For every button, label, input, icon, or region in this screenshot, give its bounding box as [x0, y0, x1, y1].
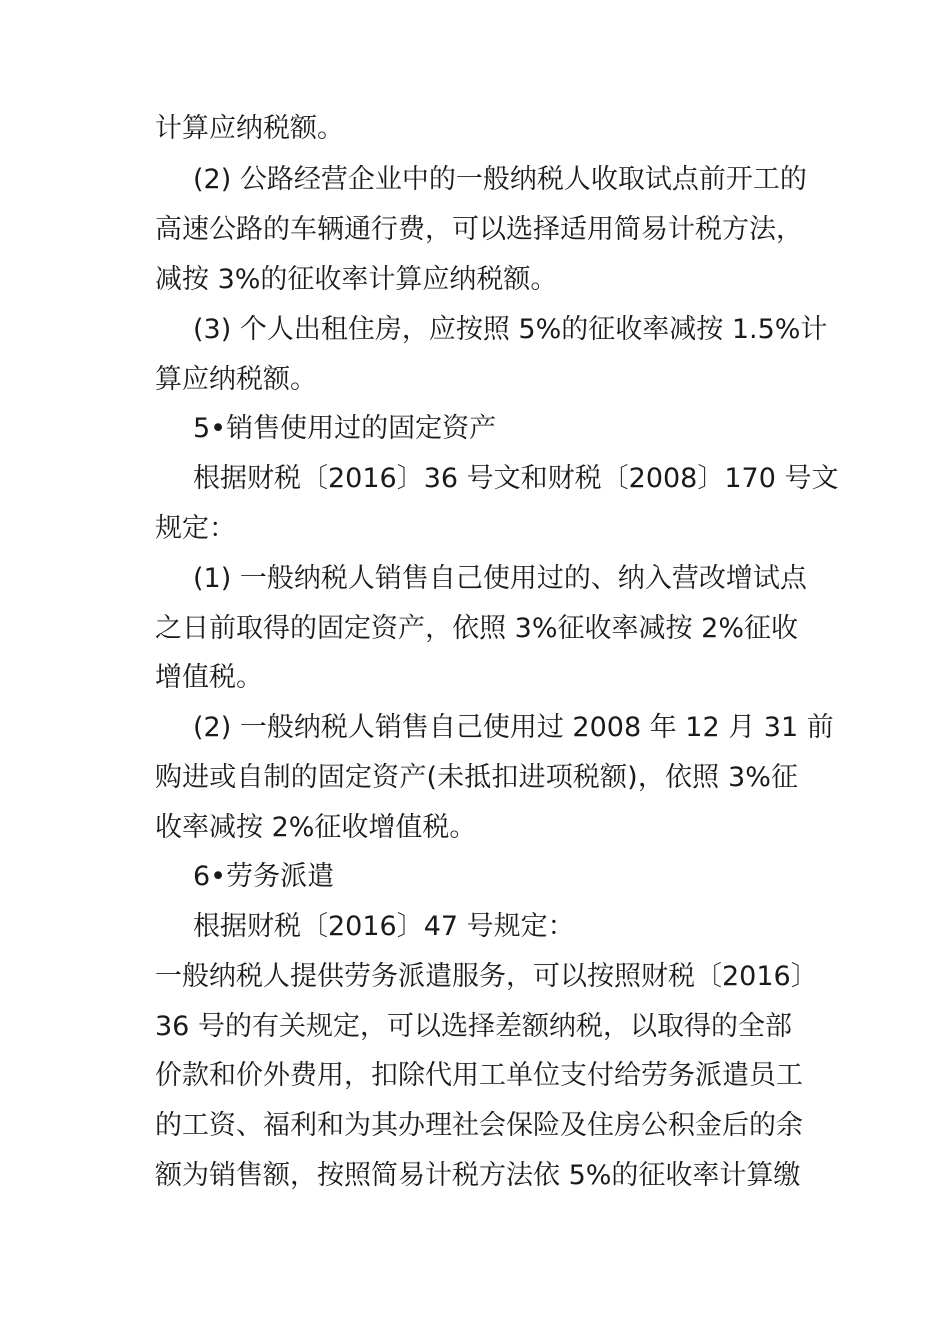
text-line: 规定： [155, 513, 236, 544]
text-line: 根据财税〔2016〕36 号文和财税〔2008〕170 号文 [193, 463, 839, 494]
text-line: 收率减按 2%征收增值税。 [155, 812, 477, 843]
text-line: 之日前取得的固定资产，依照 3%征收率减按 2%征收 [155, 613, 798, 644]
text-line: 36 号的有关规定，可以选择差额纳税，以取得的全部 [155, 1011, 792, 1042]
text-line: (3) 个人出租住房，应按照 5%的征收率减按 1.5%计 [193, 314, 828, 345]
text-line: 额为销售额，按照简易计税方法依 5%的征收率计算缴 [155, 1160, 801, 1191]
section-heading: 6•劳务派遣 [193, 861, 335, 892]
text-line: 的工资、福利和为其办理社会保险及住房公积金后的余 [155, 1110, 803, 1141]
section-heading: 5•销售使用过的固定资产 [193, 413, 497, 444]
text-line: 增值税。 [155, 662, 263, 693]
text-line: 算应纳税额。 [155, 364, 317, 395]
text-line: 一般纳税人提供劳务派遣服务，可以按照财税〔2016〕 [155, 961, 818, 992]
text-line: 根据财税〔2016〕47 号规定： [193, 911, 575, 942]
text-line: 高速公路的车辆通行费，可以选择适用简易计税方法， [155, 214, 803, 245]
text-line: 计算应纳税额。 [155, 113, 344, 144]
text-line: 价款和价外费用，扣除代用工单位支付给劳务派遣员工 [155, 1060, 803, 1091]
text-line: 减按 3%的征收率计算应纳税额。 [155, 264, 558, 295]
text-line: 购进或自制的固定资产(未抵扣进项税额)，依照 3%征 [155, 762, 798, 793]
text-line: (2) 一般纳税人销售自己使用过 2008 年 12 月 31 前 [193, 712, 834, 743]
text-line: (1) 一般纳税人销售自己使用过的、纳入营改增试点 [193, 563, 807, 594]
text-line: (2) 公路经营企业中的一般纳税人收取试点前开工的 [193, 164, 807, 195]
